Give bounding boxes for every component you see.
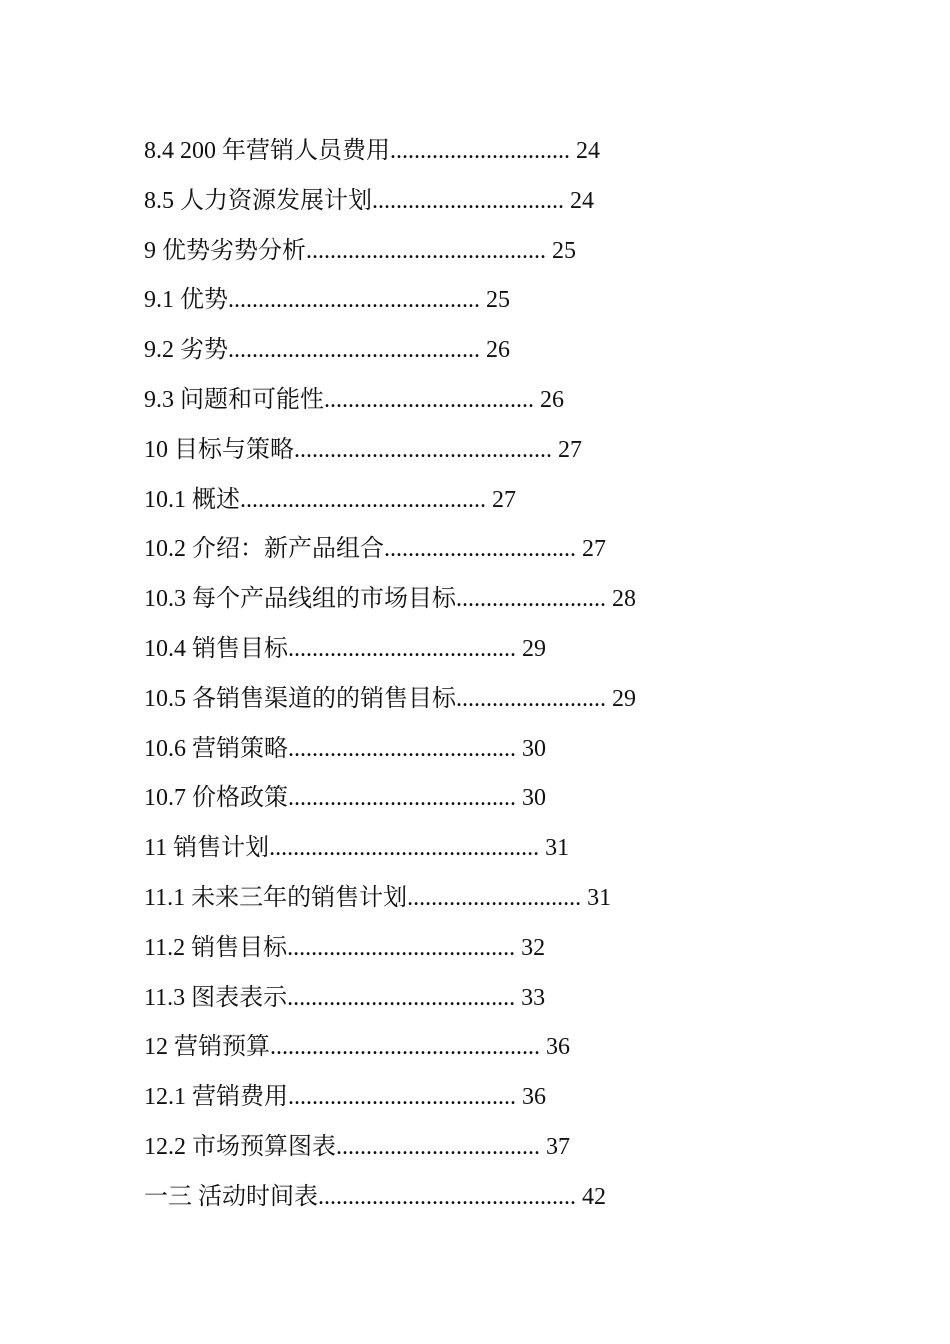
toc-entry[interactable]: 10.1 概述......................................... 27: [144, 486, 516, 513]
toc-entry[interactable]: 一三 活动时间表........................................... 42: [144, 1183, 606, 1210]
toc-entry[interactable]: 10.7 价格政策...................................... 30: [144, 785, 546, 812]
table-of-contents: [144, 131, 904, 1227]
toc-entry[interactable]: 8.4 200 年营销人员费用.............................. 24: [144, 138, 600, 164]
toc-entry[interactable]: 9 优势劣势分析........................................ 25: [144, 237, 576, 264]
toc-entry[interactable]: 11.2 销售目标...................................... 32: [144, 934, 546, 961]
toc-entry[interactable]: 11.3 图表表示...................................... 33: [144, 984, 546, 1011]
toc-entry[interactable]: 11.1 未来三年的销售计划............................. 31: [144, 884, 612, 911]
toc-entry[interactable]: 9.2 劣势.......................................... 26: [144, 337, 510, 364]
toc-entry[interactable]: 10.2 介绍：新产品组合................................ 27: [144, 536, 606, 563]
toc-entry[interactable]: 10.5 各销售渠道的的销售目标......................... 29: [144, 685, 636, 712]
toc-entry[interactable]: 8.5 人力资源发展计划................................ 24: [144, 187, 594, 214]
toc-entry[interactable]: 10 目标与策略........................................... 27: [144, 436, 582, 463]
toc-entry[interactable]: 10.4 销售目标...................................... 29: [144, 635, 546, 662]
toc-entry[interactable]: 9.1 优势.......................................... 25: [144, 287, 510, 314]
toc-entry[interactable]: 12.2 市场预算图表.................................. 37: [144, 1133, 570, 1160]
toc-entry[interactable]: 10.6 营销策略...................................... 30: [144, 735, 546, 762]
toc-entry[interactable]: 12 营销预算............................................. 36: [144, 1034, 570, 1061]
toc-entry[interactable]: 9.3 问题和可能性................................... 26: [144, 386, 564, 413]
toc-entry[interactable]: 11 销售计划............................................. 31: [144, 835, 570, 862]
toc-entry[interactable]: 10.3 每个产品线组的市场目标......................... 28: [144, 586, 636, 613]
toc-entry[interactable]: 12.1 营销费用...................................... 36: [144, 1084, 546, 1111]
